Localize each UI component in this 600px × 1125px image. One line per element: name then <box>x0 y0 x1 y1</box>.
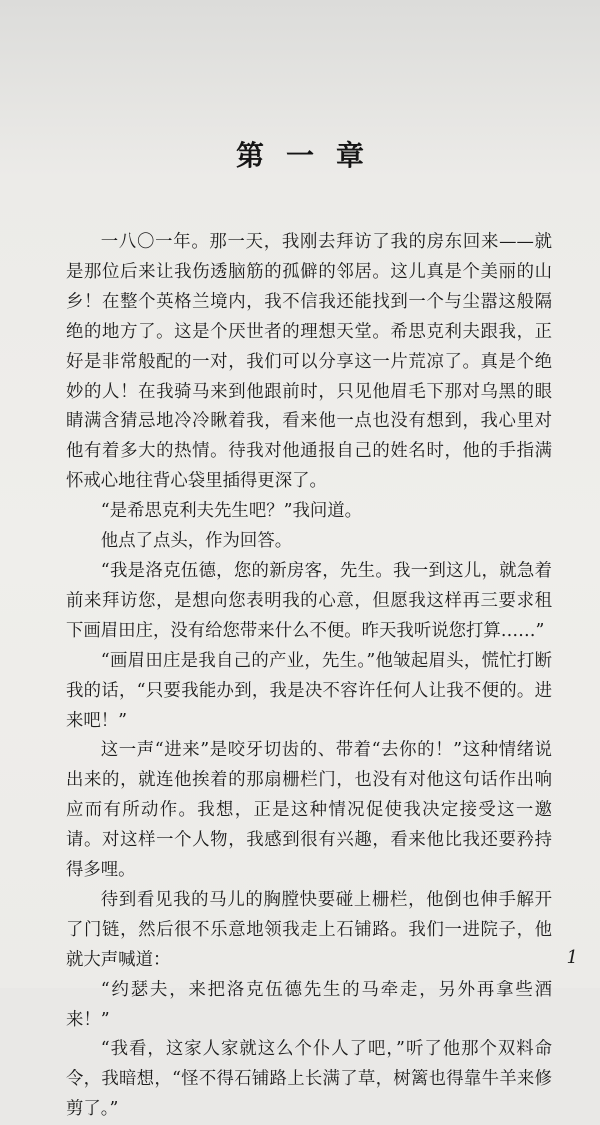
paragraph: 待到看见我的马儿的胸膛快要碰上栅栏，他倒也伸手解开了门链，然后很不乐意地领我走上石铺路。我们一进院子，他就大声喊道： <box>66 889 552 970</box>
paragraph: “我是洛克伍德，您的新房客，先生。我一到这儿，就急着前来拜访您，是想向您表明我的心意，但愿我这样再三要求租下画眉田庄，没有给您带来什么不便。昨天我听说您打算……” <box>66 560 552 641</box>
paragraph: 这一声“进来”是咬牙切齿的、带着“去你的！”这种情绪说出来的，就连他挨着的那扇栅栏门，也没有对他这句话作出响应而有所动作。我想，正是这种情况促使我决定接受这一邀请。对这样一个人物，我感到很有兴趣，看来他比我还要矜持得多哩。 <box>66 740 552 881</box>
paragraph: 他点了点头，作为回答。 <box>100 531 293 552</box>
paragraph: “约瑟夫，来把洛克伍德先生的马牵走，另外再拿些酒来！” <box>66 979 552 1030</box>
bleed-line <box>60 60 580 82</box>
show-through-texture <box>60 60 580 82</box>
paragraph: “我看，这家人家就这么个仆人了吧，”听了他那个双料命令，我暗想，“怪不得石铺路上长满了草，树篱也得靠牛羊来修剪了。” <box>66 1039 552 1120</box>
paragraph: 一八〇一年。那一天，我刚去拜访了我的房东回来——就是那位后来让我伤透脑筋的孤僻的邻居。这儿真是个美丽的山乡！在整个英格兰境内，我不信我还能找到一个与尘嚣这般隔绝的地方了。这是个厌世者的理想天堂。希思克利夫跟我，正好是非常般配的一对，我们可以分享这一片荒凉了。真是个绝妙的人！在我骑马来到他跟前时，只见他眉毛下那对乌黑的眼睛满含猜忌地冷冷瞅着我，看来他一点也没有想到，我心里对他有着多大的热情。待我对他通报自己的姓名时，他的手指满怀戒心地往背心袋里插得更深了。 <box>66 232 552 492</box>
chapter-body <box>66 228 552 1125</box>
chapter-title: 第一章 <box>235 139 386 172</box>
page-number: 1 <box>566 947 578 968</box>
paragraph: “画眉田庄是我自己的产业，先生。”他皱起眉头，慌忙打断我的话，“只要我能办到，我是决不容许任何人让我不便的。进来吧！” <box>66 650 552 731</box>
paragraph: “是希思克利夫先生吧？”我问道。 <box>100 501 363 522</box>
